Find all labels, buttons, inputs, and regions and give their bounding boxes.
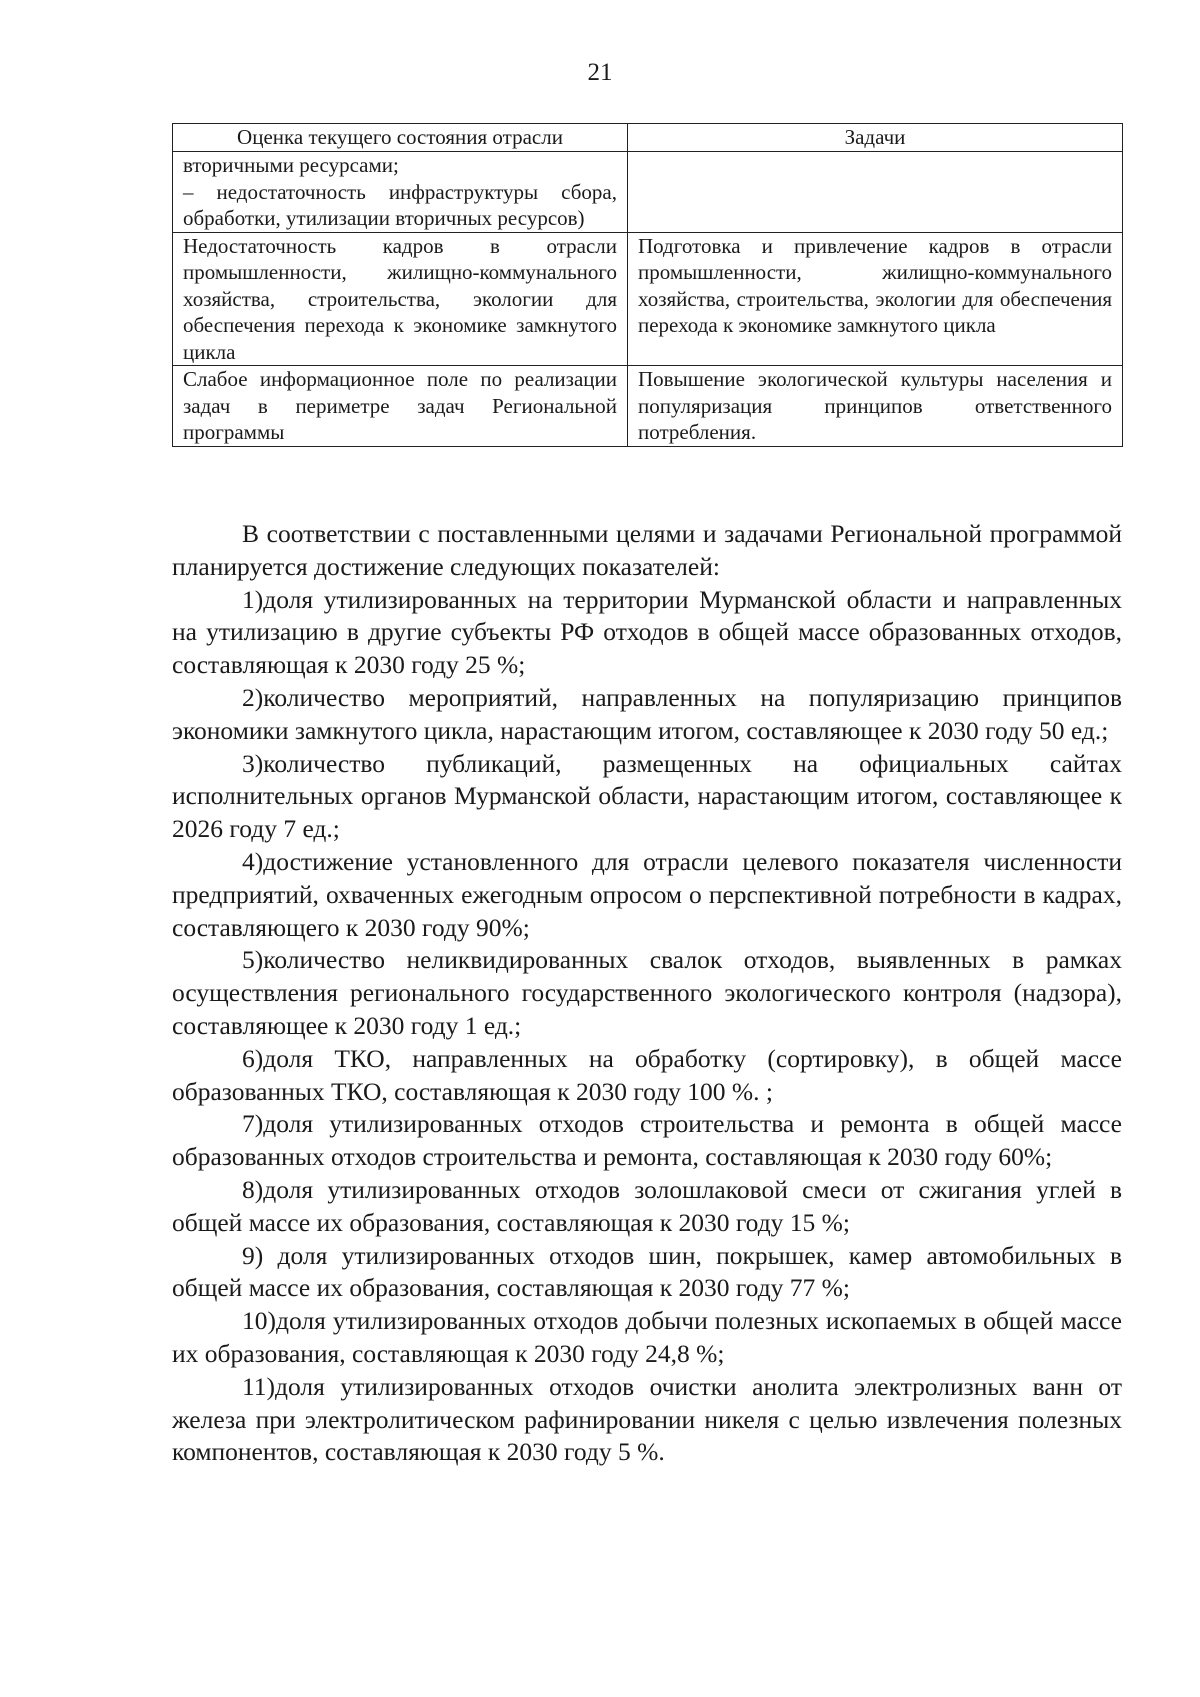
column-header-tasks: Задачи (628, 124, 1123, 152)
item-number: 1) (242, 584, 264, 614)
assessment-tasks-table (172, 123, 1123, 447)
column-header-assessment: Оценка текущего состояния отрасли (173, 124, 628, 152)
item-text: количество публикаций, размещенных на официальных сайтах исполнительных органов Мурманской области, нарастающим итогом, составляющее к 2026 году 7 ед.; (172, 748, 1122, 844)
item-number: 4) (242, 846, 264, 876)
table-header-row (173, 124, 1123, 152)
table-row (173, 366, 1123, 447)
item-text: доля утилизированных отходов шин, покрышек, камер автомобильных в общей массе их образования, составляющая к 2030 году 77 %; (172, 1240, 1122, 1303)
item-number: 9) (242, 1240, 264, 1270)
list-item (172, 1240, 1122, 1306)
item-text: количество мероприятий, направленных на популяризацию принципов экономики замкнутого цикла, нарастающим итогом, составляющее к 2030 году 50 ед.; (172, 682, 1122, 745)
list-item (172, 682, 1122, 748)
item-number: 3) (242, 748, 264, 778)
item-number: 6) (242, 1043, 264, 1073)
list-item (172, 1305, 1122, 1371)
assessment-cell: Слабое информационное поле по реализации задач в периметре задач Региональной программы (173, 366, 628, 447)
item-number: 7) (242, 1109, 264, 1139)
list-item (172, 1108, 1122, 1174)
item-text: доля утилизированных отходов очистки анолита электролизных ванн от железа при электролитическом рафинировании никеля с целью извлечения полезных компонентов, составляющая к 2030 году 5 %. (172, 1371, 1122, 1467)
item-number: 11) (242, 1371, 276, 1401)
table-row (173, 232, 1123, 366)
page-number: 21 (587, 59, 613, 86)
task-cell: Повышение экологической культуры населения и популяризация принципов ответственного потребления. (628, 366, 1123, 447)
item-text: доля ТКО, направленных на обработку (сортировку), в общей массе образованных ТКО, составляющая к 2030 году 100 %. ; (172, 1043, 1122, 1106)
table-row (173, 152, 1123, 233)
item-number: 2) (242, 682, 264, 712)
item-number: 5) (242, 945, 264, 975)
item-text: доля утилизированных отходов золошлаковой смеси от сжигания углей в общей массе их образования, составляющая к 2030 году 15 %; (172, 1174, 1122, 1237)
cell-text: вторичными ресурсами; (183, 153, 399, 177)
task-cell: Подготовка и привлечение кадров в отрасли промышленности, жилищно-коммунального хозяйства, строительства, экологии для обеспечения перехода к экономике замкнутого цикла (628, 232, 1123, 366)
item-text: доля утилизированных отходов строительства и ремонта в общей массе образованных отходов строительства и ремонта, составляющая к 2030 году 60%; (172, 1109, 1122, 1172)
list-item (172, 1371, 1122, 1469)
list-item (172, 584, 1122, 682)
task-cell (628, 152, 1123, 233)
list-item (172, 846, 1122, 944)
item-text: доля утилизированных на территории Мурманской области и направленных на утилизацию в другие субъекты РФ отходов в общей массе образованных отходов, составляющая к 2030 году 25 %; (172, 584, 1122, 680)
assessment-cell (173, 152, 628, 233)
indicators-section (172, 518, 1122, 1469)
list-item (172, 944, 1122, 1042)
list-item (172, 1174, 1122, 1240)
intro-paragraph: В соответствии с поставленными целями и задачами Региональной программой планируется достижение следующих показателей: (172, 519, 1122, 581)
item-number: 8) (242, 1174, 264, 1204)
list-item (172, 1043, 1122, 1109)
item-text: доля утилизированных отходов добычи полезных ископаемых в общей массе их образования, составляющая к 2030 году 24,8 %; (172, 1306, 1122, 1368)
item-number: 10) (242, 1306, 276, 1336)
list-item (172, 748, 1122, 846)
cell-text: – недостаточность инфраструктуры сбора, обработки, утилизации вторичных ресурсов) (183, 179, 617, 230)
item-text: количество неликвидированных свалок отходов, выявленных в рамках осуществления регионального государственного экологического контроля (надзора), составляющее к 2030 году 1 ед.; (172, 945, 1122, 1040)
item-text: достижение установленного для отрасли целевого показателя численности предприятий, охваченных ежегодным опросом о перспективной потребности в кадрах, составляющего к 2030 году 90%; (172, 846, 1122, 942)
assessment-cell: Недостаточность кадров в отрасли промышленности, жилищно-коммунального хозяйства, строительства, экологии для обеспечения перехода к экономике замкнутого цикла (173, 232, 628, 366)
